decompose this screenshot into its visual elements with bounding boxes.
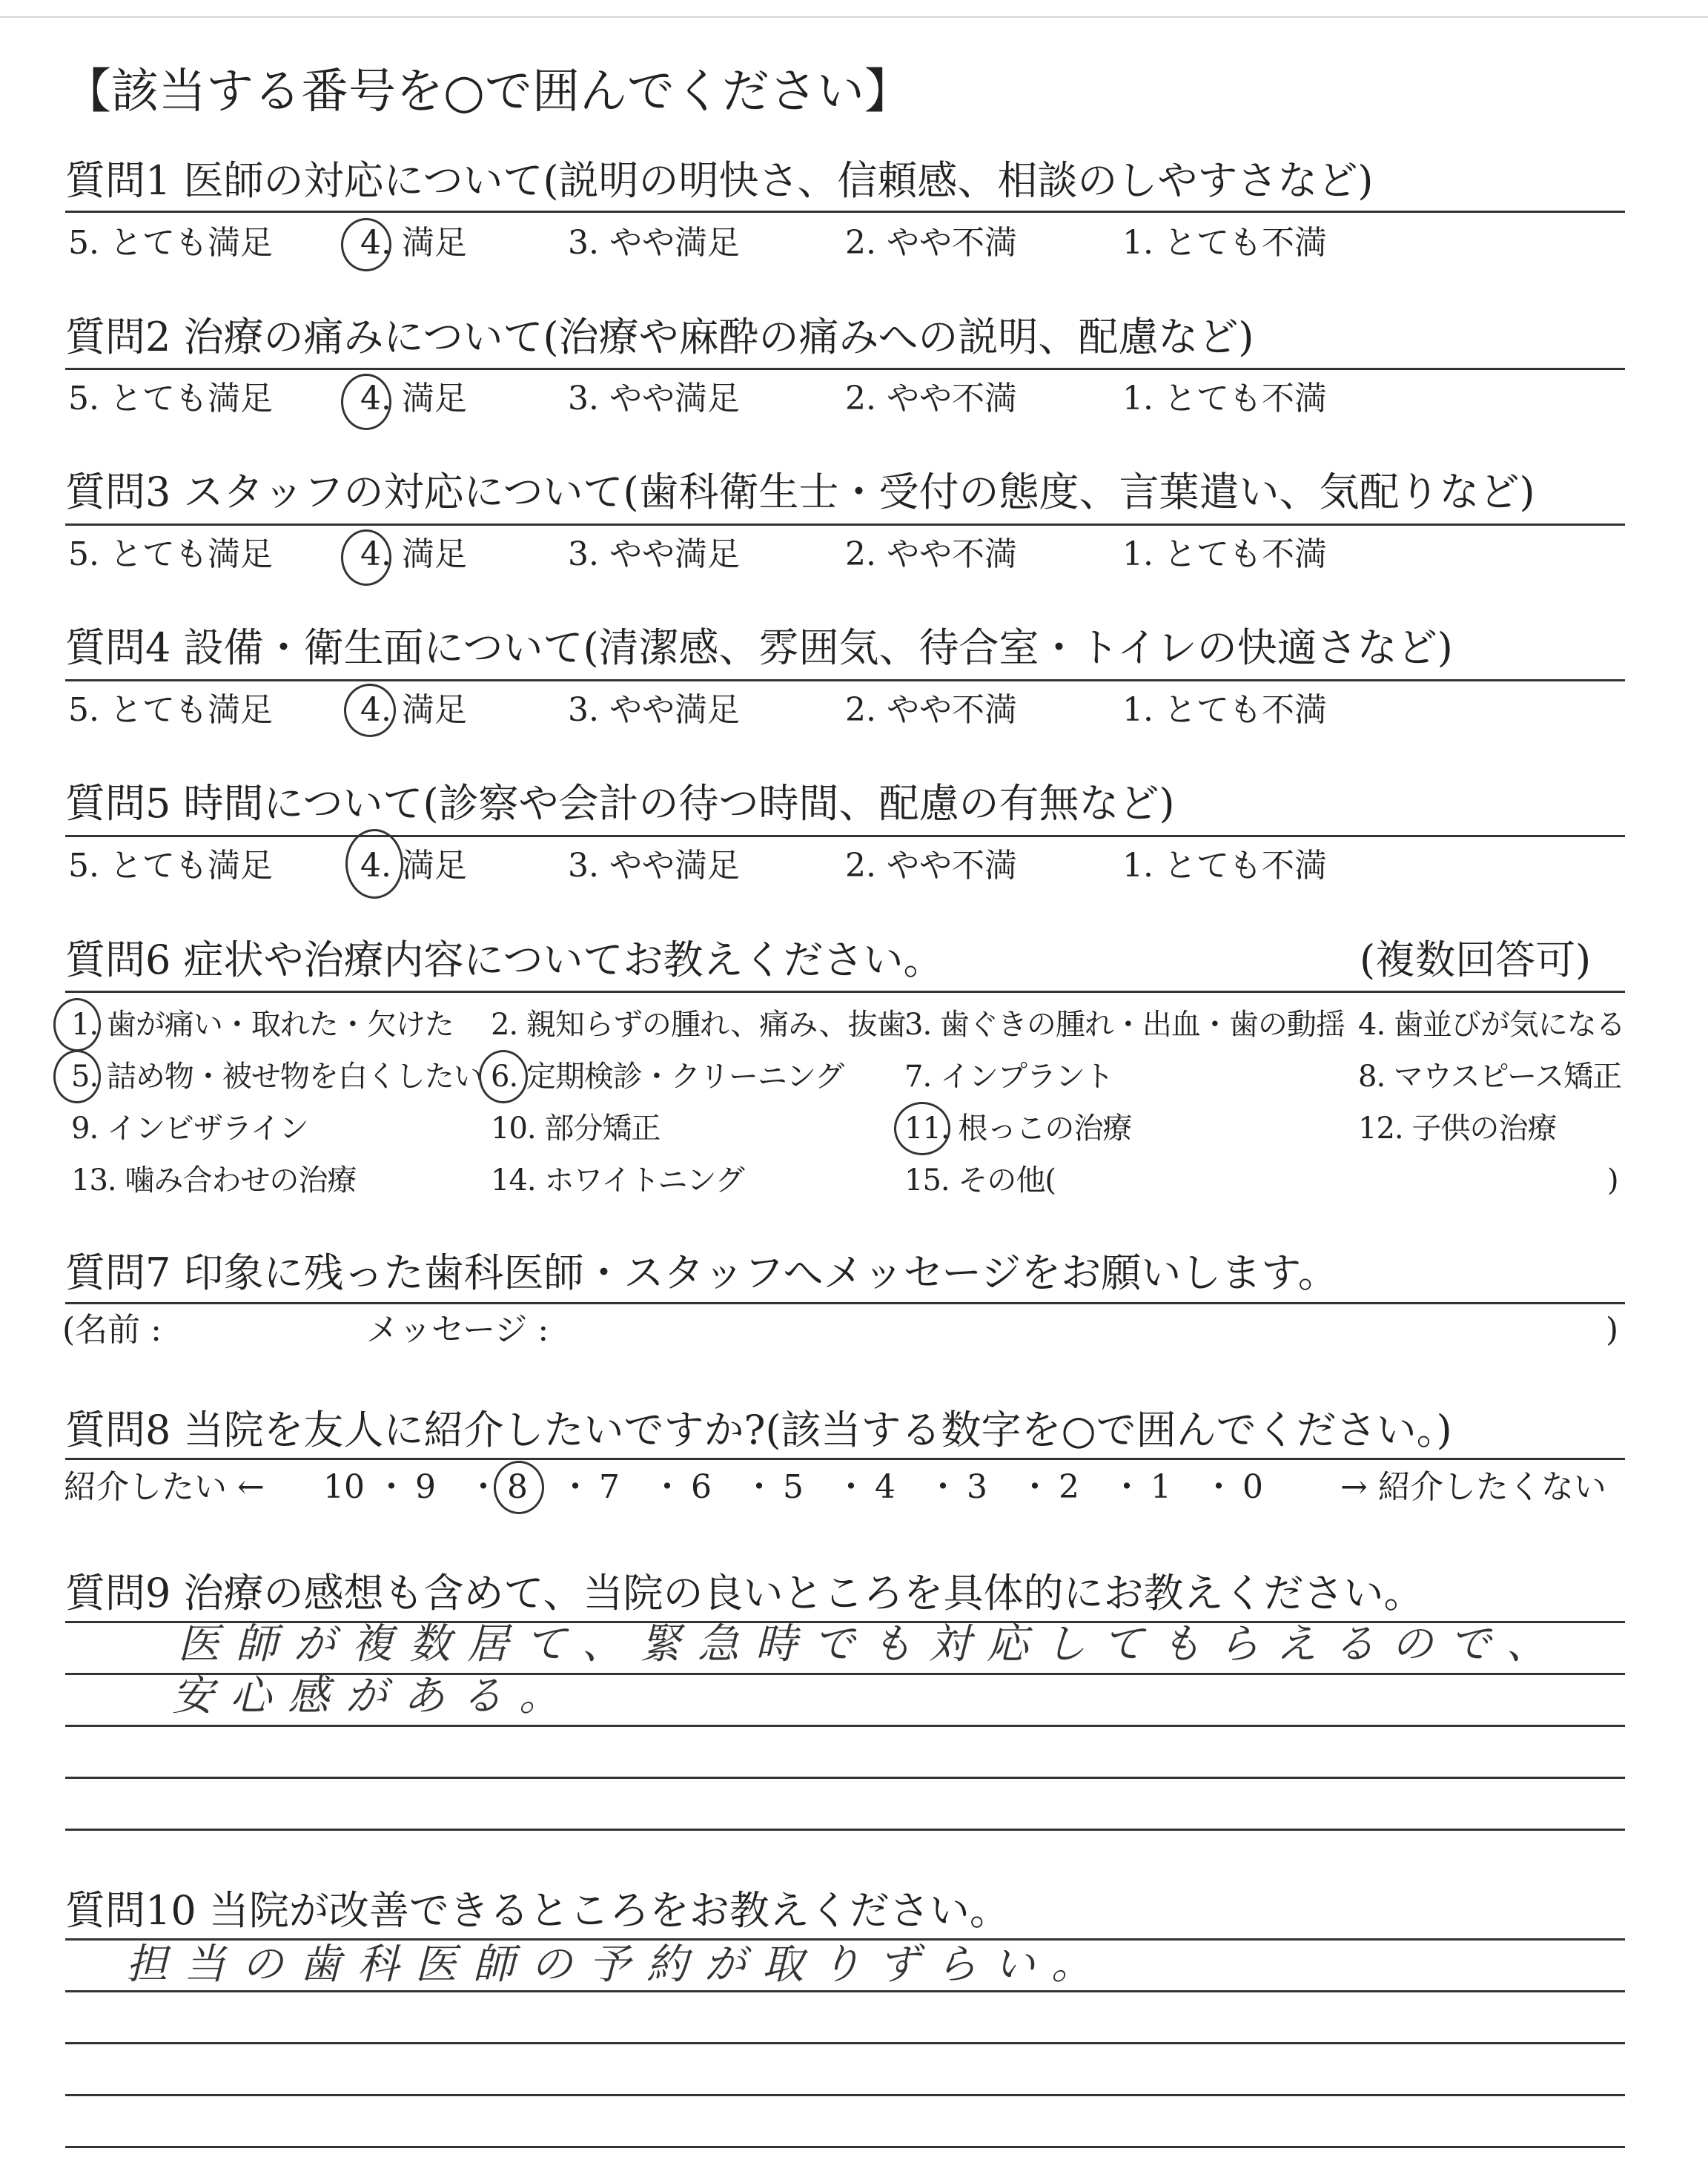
- q8-scale-6[interactable]: 6: [691, 1468, 712, 1506]
- q6-selection-circle-5: [53, 1050, 101, 1103]
- q9-line-4: [65, 1777, 1625, 1779]
- question-8-rule: [65, 1458, 1625, 1460]
- q6-option-12[interactable]: 12. 子供の治療: [1358, 1112, 1557, 1146]
- q8-separator: ・: [375, 1468, 408, 1506]
- question-1-title: 質問1 医師の対応について(説明の明快さ、信頼感、相談のしやすさなど): [65, 157, 1374, 204]
- q8-scale-8[interactable]: 8: [507, 1468, 528, 1506]
- q7-close-paren: ): [1606, 1311, 1619, 1349]
- q8-scale-2[interactable]: 2: [1059, 1468, 1079, 1506]
- q9-answer-line-2: 安心感がある。: [172, 1672, 577, 1720]
- q1-option-3[interactable]: 3. やや満足: [568, 224, 740, 262]
- question-6-rule: [65, 991, 1625, 993]
- question-5-title: 質問5 時間について(診察や会計の待つ時間、配慮の有無など): [65, 780, 1175, 827]
- q1-option-4[interactable]: 4. 満足: [360, 224, 467, 262]
- q8-scale-9[interactable]: 9: [415, 1468, 436, 1506]
- q8-right-label: → 紹介したくない: [1340, 1468, 1606, 1506]
- q7-message-label: メッセージ :: [366, 1311, 549, 1349]
- q8-scale-10[interactable]: 10: [323, 1468, 365, 1506]
- q5-option-2[interactable]: 2. やや不満: [845, 847, 1017, 885]
- question-3-rule: [65, 524, 1625, 526]
- question-6-title: 質問6 症状や治療内容についてお教えください。: [65, 937, 944, 983]
- question-8-title: 質問8 当院を友人に紹介したいですか?(該当する数字を○で囲んでください。): [65, 1407, 1452, 1453]
- q6-option-6[interactable]: 6. 定期検診・クリーニング: [491, 1060, 844, 1094]
- question-10-title: 質問10 当院が改善できるところをお教えください。: [65, 1887, 1010, 1934]
- q5-option-5[interactable]: 5. とても満足: [68, 847, 273, 885]
- q6-option-5[interactable]: 5. 詰め物・被せ物を白くしたい: [71, 1060, 483, 1094]
- q8-separator: ・: [927, 1468, 959, 1506]
- q5-selection-circle: [345, 829, 403, 899]
- q1-option-5[interactable]: 5. とても満足: [68, 224, 273, 262]
- q8-left-label: 紹介したい ←: [64, 1468, 265, 1506]
- q2-option-5[interactable]: 5. とても満足: [68, 380, 273, 417]
- question-9-title: 質問9 治療の感想も含めて、当院の良いところを具体的にお教えください。: [65, 1570, 1424, 1616]
- q2-option-3[interactable]: 3. やや満足: [568, 380, 740, 417]
- q6-selection-circle-11: [894, 1102, 950, 1155]
- q6-option-14[interactable]: 14. ホワイトニング: [491, 1163, 744, 1198]
- q6-option-2[interactable]: 2. 親知らずの腫れ、痛み、抜歯: [491, 1008, 906, 1042]
- q2-option-2[interactable]: 2. やや不満: [845, 380, 1017, 417]
- q8-scale-3[interactable]: 3: [967, 1468, 987, 1506]
- question-4-title: 質問4 設備・衛生面について(清潔感、雰囲気、待合室・トイレの快適さなど): [65, 624, 1453, 671]
- q6-selection-circle-1: [53, 998, 101, 1051]
- q3-option-2[interactable]: 2. やや不満: [845, 535, 1017, 573]
- q9-line-5: [65, 1829, 1625, 1831]
- q3-option-5[interactable]: 5. とても満足: [68, 535, 273, 573]
- question-2-rule: [65, 368, 1625, 370]
- q8-selection-circle: [494, 1461, 544, 1514]
- q8-scale-0[interactable]: 0: [1242, 1468, 1263, 1506]
- q3-selection-circle: [341, 529, 391, 586]
- q6-selection-circle-6: [479, 1050, 528, 1103]
- question-7-title: 質問7 印象に残った歯科医師・スタッフへメッセージをお願いします。: [65, 1249, 1338, 1296]
- q6-option-8[interactable]: 8. マウスピース矯正: [1358, 1060, 1622, 1094]
- q10-line-3: [65, 2042, 1625, 2044]
- q6-option-1[interactable]: 1. 歯が痛い・取れた・欠けた: [71, 1008, 454, 1042]
- q2-selection-circle: [341, 374, 391, 430]
- q8-separator: ・: [467, 1468, 500, 1506]
- q6-option-9[interactable]: 9. インビザライン: [71, 1112, 308, 1146]
- q9-answer-line-1: 医師が複数居て、緊急時でも対応してもらえるので、: [178, 1620, 1564, 1668]
- q5-option-3[interactable]: 3. やや満足: [568, 847, 740, 885]
- q6-option-10[interactable]: 10. 部分矯正: [491, 1112, 661, 1146]
- page-heading: 【該当する番号を○で囲んでください】: [64, 65, 912, 119]
- q4-option-5[interactable]: 5. とても満足: [68, 691, 273, 729]
- q5-option-1[interactable]: 1. とても不満: [1122, 847, 1327, 885]
- q8-scale-7[interactable]: 7: [599, 1468, 620, 1506]
- q3-option-1[interactable]: 1. とても不満: [1122, 535, 1327, 573]
- q4-selection-circle: [344, 684, 396, 737]
- q2-option-4[interactable]: 4. 満足: [360, 380, 467, 417]
- q3-option-3[interactable]: 3. やや満足: [568, 535, 740, 573]
- question-2-title: 質問2 治療の痛みについて(治療や麻酔の痛みへの説明、配慮など): [65, 314, 1254, 360]
- q10-line-2: [65, 1990, 1625, 1992]
- q1-option-2[interactable]: 2. やや不満: [845, 224, 1017, 262]
- q4-option-2[interactable]: 2. やや不満: [845, 691, 1017, 729]
- q8-separator: ・: [651, 1468, 683, 1506]
- q6-option-3[interactable]: 3. 歯ぐきの腫れ・出血・歯の動揺: [904, 1008, 1345, 1042]
- q5-option-4[interactable]: 4. 満足: [360, 847, 467, 885]
- q8-scale-4[interactable]: 4: [875, 1468, 896, 1506]
- q6-option-13[interactable]: 13. 噛み合わせの治療: [71, 1163, 357, 1198]
- q1-selection-circle: [341, 218, 391, 271]
- q6-option-4[interactable]: 4. 歯並びが気になる: [1358, 1008, 1625, 1042]
- q10-answer-line-1: 担当の歯科医師の予約が取りずらい。: [126, 1941, 1109, 1989]
- q9-line-3: [65, 1725, 1625, 1727]
- q8-separator: ・: [1110, 1468, 1143, 1506]
- q8-separator: ・: [1019, 1468, 1051, 1506]
- q8-separator: ・: [835, 1468, 867, 1506]
- q8-separator: ・: [1202, 1468, 1235, 1506]
- question-5-rule: [65, 835, 1625, 837]
- q4-option-1[interactable]: 1. とても不満: [1122, 691, 1327, 729]
- q8-scale-5[interactable]: 5: [783, 1468, 804, 1506]
- q6-option-11[interactable]: 11. 根っこの治療: [904, 1112, 1132, 1146]
- q8-scale-1[interactable]: 1: [1151, 1468, 1171, 1506]
- q4-option-3[interactable]: 3. やや満足: [568, 691, 740, 729]
- q6-option-15-close: ): [1607, 1163, 1618, 1198]
- q7-name-label: (名前 :: [62, 1311, 162, 1349]
- question-6-note: (複数回答可): [1360, 937, 1592, 983]
- q10-line-5: [65, 2146, 1625, 2148]
- q1-option-1[interactable]: 1. とても不満: [1122, 224, 1327, 262]
- scan-edge: [0, 0, 1708, 18]
- q8-separator: ・: [559, 1468, 592, 1506]
- q10-line-4: [65, 2094, 1625, 2096]
- question-7-rule: [65, 1302, 1625, 1304]
- question-4-rule: [65, 679, 1625, 681]
- q8-separator: ・: [743, 1468, 775, 1506]
- q4-option-4[interactable]: 4. 満足: [360, 691, 467, 729]
- q2-option-1[interactable]: 1. とても不満: [1122, 380, 1327, 417]
- q6-option-15[interactable]: 15. その他(: [904, 1163, 1056, 1198]
- question-3-title: 質問3 スタッフの対応について(歯科衛生士・受付の態度、言葉遣い、気配りなど): [65, 469, 1535, 515]
- q3-option-4[interactable]: 4. 満足: [360, 535, 467, 573]
- q6-option-7[interactable]: 7. インプラント: [904, 1060, 1113, 1094]
- question-1-rule: [65, 211, 1625, 213]
